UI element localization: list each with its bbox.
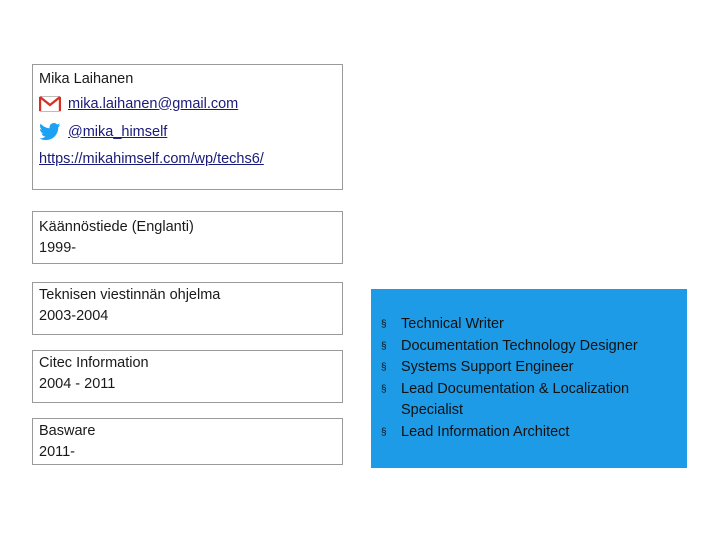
bullet-icon: § [381, 362, 387, 373]
person-name: Mika Laihanen [39, 71, 134, 87]
role-label: Lead Documentation & Localization Specialist [401, 380, 630, 418]
job-title: Citec Information [39, 355, 149, 371]
list-item [381, 422, 677, 444]
list-item [381, 314, 677, 336]
role-label: Documentation Technology Designer [401, 337, 638, 354]
twitter-row [39, 118, 336, 146]
bullet-icon: § [381, 383, 387, 395]
job-years: 2003-2004 [39, 308, 109, 324]
bullet-icon: § [381, 319, 387, 330]
email-row [39, 90, 336, 118]
contact-card [32, 64, 343, 190]
list-item [381, 357, 677, 379]
job-card [32, 350, 343, 403]
job-card [32, 282, 343, 335]
role-label: Technical Writer [401, 316, 504, 332]
role-label: Systems Support Engineer [401, 359, 574, 375]
list-item [381, 379, 677, 422]
education-card [32, 211, 343, 264]
bullet-icon: § [381, 340, 387, 352]
list-item [381, 336, 677, 358]
bullet-icon: § [381, 426, 387, 438]
education-title: Käännöstiede (Englanti) [39, 219, 194, 235]
email-link[interactable]: mika.laihanen@gmail.com [68, 95, 239, 112]
roles-panel [371, 289, 687, 468]
gmail-icon [39, 94, 63, 114]
twitter-bird-icon [39, 122, 63, 142]
role-label: Lead Information Architect [401, 423, 570, 440]
job-card [32, 418, 343, 465]
website-link[interactable]: https://mikahimself.com/wp/techs6/ [39, 151, 264, 167]
roles-list [381, 314, 677, 443]
education-years: 1999- [39, 240, 77, 256]
job-years: 2004 - 2011 [39, 376, 116, 392]
twitter-link[interactable]: @mika_himself [68, 123, 168, 140]
job-title: Basware [39, 423, 96, 439]
job-title: Teknisen viestinnän ohjelma [39, 287, 221, 303]
job-years: 2011- [39, 444, 76, 460]
